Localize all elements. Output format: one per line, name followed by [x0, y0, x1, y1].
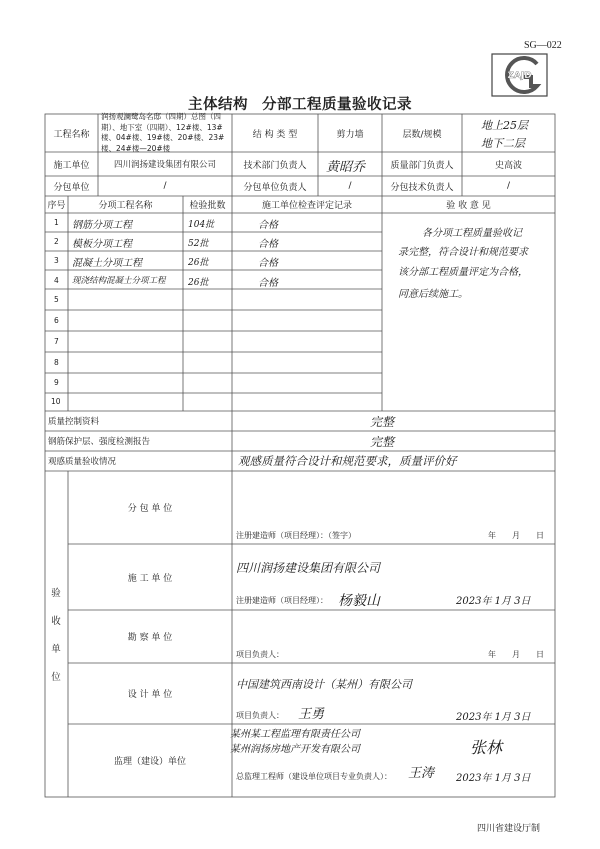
construction-date: 2023年 1月 3日 [456, 596, 531, 607]
row-eval: 合格 [258, 278, 278, 289]
side-char: 位 [51, 672, 61, 683]
row-eval: 合格 [258, 258, 278, 269]
subcontractor-label: 分包单位 [53, 182, 90, 193]
subcontractor-unit-label: 分 包 单 位 [127, 504, 173, 514]
row-eval: 合格 [258, 239, 278, 250]
construction-unit-acceptance-label: 施 工 单 位 [127, 573, 173, 584]
structure-type-value: 剪力墙 [336, 129, 364, 140]
row-number: 8 [54, 358, 59, 367]
sub-tech-label: 分包技术负责人 [390, 182, 454, 193]
survey-sign-label: 项目负责人： [236, 650, 284, 659]
row-batches: 52批 [188, 239, 209, 249]
row-batches: 104批 [188, 220, 215, 230]
col-eval-header: 施工单位检查评定记录 [261, 201, 352, 211]
row-number: 4 [54, 276, 59, 285]
row-batches: 26批 [188, 258, 209, 268]
design-unit-label: 设 计 单 位 [127, 690, 173, 700]
design-date: 2023年 1月 3日 [456, 712, 531, 723]
floors-label: 层数/规模 [402, 129, 442, 140]
opinion-line-3: 该分部工程质量评定为合格， [398, 267, 528, 278]
floors-value-above: 地上25层 [481, 119, 528, 132]
title-part2: 分部工程质量验收记录 [262, 97, 412, 113]
row-number: 6 [54, 316, 59, 325]
developer-signature: 张林 [470, 738, 503, 757]
supervision-signature: 王涛 [408, 766, 435, 781]
issuer-footer: 四川省建设厅制 [476, 824, 540, 834]
form-code: SG—022 [524, 40, 562, 51]
developer-company-stamp: 某州润扬房地产开发有限公司 [230, 744, 360, 755]
quality-head-value: 史高波 [494, 160, 522, 171]
tech-head-label: 技术部门负责人 [243, 160, 307, 171]
survey-date: 年 月 日 [488, 650, 544, 659]
side-char: 验 [51, 588, 61, 599]
side-char: 单 [51, 644, 61, 655]
opinion-line-1: 各分项工程质量验收记 [422, 228, 522, 239]
design-sign-label: 项目负责人： [236, 711, 284, 720]
row-item-name: 混凝土分项工程 [72, 258, 142, 269]
side-char: 收 [51, 616, 61, 627]
subcontractor-sign-label: 注册建造师（项目经理）：（签字） [236, 531, 356, 540]
logo-text: ZAJD [507, 71, 532, 81]
project-name-value: 润扬观澜鹭岛名邸（四期）总图（四期）、地下室（四期）、12#楼、13#楼、04#楼、19#楼、20#楼、23#楼、24#楼—20#楼 [101, 112, 225, 153]
opinion-line-2: 录完整，符合设计和规范要求 [398, 247, 528, 258]
quality-docs-label: 质量控制资料 [48, 417, 100, 427]
acceptance-side-label [49, 580, 63, 692]
tech-head-signature: 黄昭乔 [326, 160, 366, 175]
col-opinion-header: 验 收 意 见 [446, 201, 491, 211]
quality-docs-value: 完整 [370, 415, 395, 429]
row-number: 3 [54, 256, 59, 265]
structure-type-label: 结 构 类 型 [252, 129, 298, 140]
supervision-date: 2023年 1月 3日 [456, 773, 531, 784]
construction-sign-label: 注册建造师（项目经理）： [236, 596, 328, 605]
rebar-report-label: 钢筋保护层、强度检测报告 [48, 437, 151, 447]
row-number: 9 [54, 378, 59, 387]
opinion-line-4: 同意后续施工。 [398, 289, 468, 300]
col-name-header: 分项工程名称 [98, 201, 153, 211]
row-item-name: 模板分项工程 [72, 239, 132, 250]
row-eval: 合格 [258, 220, 278, 231]
title-part1: 主体结构 [188, 97, 248, 113]
rebar-report-value: 完整 [370, 435, 395, 449]
design-signature: 王勇 [298, 707, 325, 722]
sub-head-value: / [348, 181, 352, 191]
construction-unit-value: 四川润扬建设集团有限公司 [113, 160, 216, 170]
row-number: 10 [51, 397, 61, 406]
subcontractor-value: / [163, 181, 167, 191]
row-item-name: 钢筋分项工程 [72, 220, 132, 231]
col-batches-header: 检验批数 [189, 201, 226, 211]
supervision-sign-label: 总监理工程师（建设单位项目专业负责人）： [236, 772, 392, 781]
row-item-name: 现浇结构混凝土分项工程 [72, 276, 166, 286]
construction-signature: 杨毅山 [338, 593, 380, 609]
project-name-label: 工程名称 [53, 129, 90, 140]
quality-head-label: 质量部门负责人 [390, 160, 454, 171]
col-seq-header: 序号 [47, 201, 66, 211]
row-batches: 26批 [188, 278, 209, 288]
row-number: 5 [54, 295, 59, 304]
appearance-label: 观感质量验收情况 [48, 457, 117, 467]
row-number: 2 [54, 237, 59, 246]
construction-company-stamp: 四川润扬建设集团有限公司 [236, 561, 381, 575]
floors-value-below: 地下二层 [481, 137, 525, 150]
row-number: 1 [54, 218, 59, 227]
row-number: 7 [54, 337, 59, 346]
construction-unit-label: 施工单位 [53, 160, 90, 171]
appearance-value: 观感质量符合设计和规范要求，质量评价好 [238, 454, 457, 468]
sub-head-label: 分包单位负责人 [243, 182, 307, 193]
subcontractor-date: 年 月 日 [488, 531, 544, 540]
design-company-stamp: 中国建筑西南设计（某州）有限公司 [236, 678, 412, 691]
supervision-company-stamp: 某州某工程监理有限责任公司 [230, 729, 360, 740]
survey-unit-label: 勘 察 单 位 [127, 633, 173, 643]
sub-tech-value: / [506, 181, 511, 191]
supervision-unit-label: 监理（建设）单位 [113, 757, 186, 767]
